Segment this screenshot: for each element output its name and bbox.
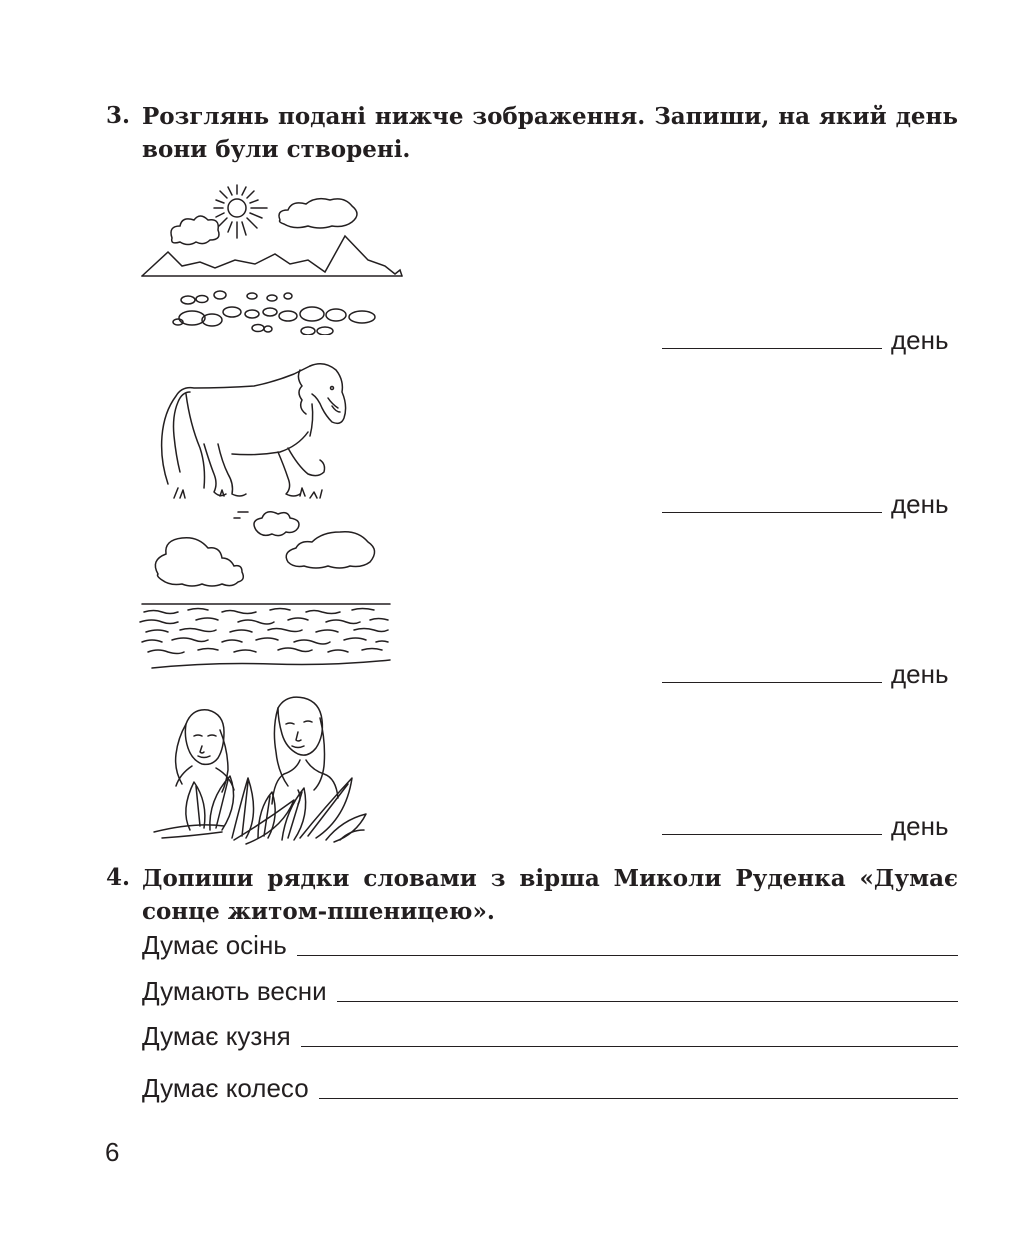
day-label-3: день [891,659,949,689]
task-3-instruction: Розглянь подані нижче зображення. Запиши, на який день вони були створені. [142,103,958,163]
answer-line-4[interactable] [662,834,882,835]
poem-line-2 [142,972,958,1006]
clouds-sea-waves-drawing [138,508,396,674]
poem-prompt-3: Думає кузня [142,1021,291,1051]
poem-prompt-1: Думає осінь [142,930,287,960]
poem-prompt-2: Думають весни [142,976,327,1006]
day-label-1: день [891,325,949,355]
poem-answer-line-4[interactable] [319,1098,958,1099]
task-3-number: 3. [106,102,131,129]
poem-answer-line-2[interactable] [337,1001,958,1002]
poem-answer-line-3[interactable] [301,1046,958,1047]
poem-answer-line-1[interactable] [297,955,958,956]
day-label-4: день [891,811,949,841]
poem-line-3 [142,1017,958,1051]
sun-clouds-mountains-stones-drawing [140,180,405,335]
task-4-instruction: Допиши рядки словами з вірша Миколи Руденка «Думає сонце житом-пшеницею». [142,865,958,925]
answer-line-2[interactable] [662,512,882,513]
page-number: 6 [105,1137,120,1167]
horse-drawing [160,358,360,508]
answer-line-3[interactable] [662,682,882,683]
answer-line-1[interactable] [662,348,882,349]
day-label-2: день [891,489,949,519]
poem-prompt-4: Думає колесо [142,1073,309,1103]
adam-eve-drawing [150,690,375,848]
poem-line-1 [142,926,958,960]
poem-line-4 [142,1069,958,1103]
task-4-number: 4. [106,864,131,891]
